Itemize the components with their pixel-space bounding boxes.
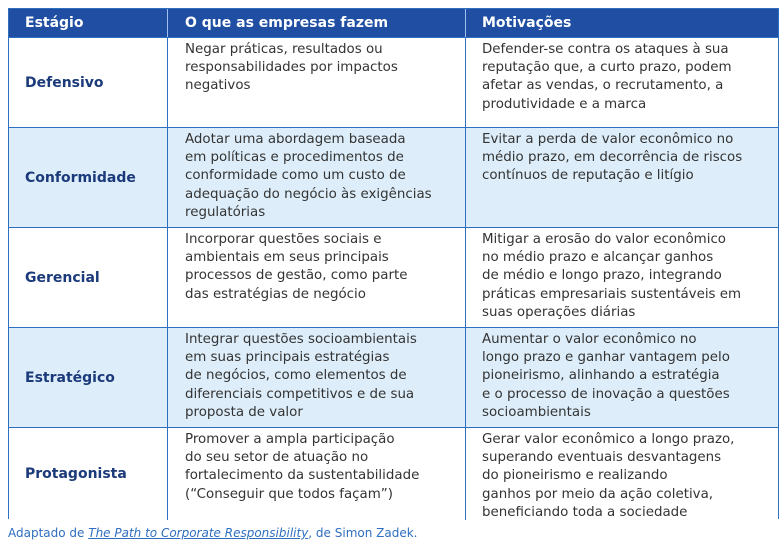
stage-label: Conformidade (25, 169, 136, 186)
stage-label: Gerencial (25, 269, 100, 286)
motivations-cell: Evitar a perda de valor econômico no médio prazo, em decorrência de riscos contínuos de reputação e litígio (482, 132, 743, 184)
motivations-cell: Aumentar o valor econômico no longo prazo e ganhar vantagem pelo pioneirismo, alinhando a estratégia e o processo de inovação a questões socioambientais (482, 332, 730, 420)
table-row (9, 327, 778, 427)
stage-label: Protagonista (25, 466, 127, 482)
table-row (9, 427, 778, 520)
table-row (9, 37, 778, 127)
actions-cell: Promover a ampla participação do seu setor de atuação no fortalecimento da sustentabilidade (“Conseguir que todos façam”) (185, 432, 420, 502)
header-motivations: Motivações (465, 9, 778, 37)
caption-source-title: The Path to Corporate Responsibility (88, 526, 309, 540)
actions-cell: Adotar uma abordagem baseada em políticas e procedimentos de conformidade como um custo de adequação do negócio às exigências regulatórias (185, 132, 432, 220)
stage-label: Defensivo (25, 74, 104, 91)
table-row (9, 227, 778, 327)
caption-suffix: , de Simon Zadek. (308, 526, 418, 540)
header-stage: Estágio (25, 15, 84, 31)
caption-prefix: Adaptado de (8, 526, 89, 540)
stage-label: Estratégico (25, 369, 115, 386)
source-caption (8, 526, 417, 540)
actions-cell: Negar práticas, resultados ou responsabilidades por impactos negativos (185, 42, 398, 94)
motivations-cell: Defender-se contra os ataques à sua reputação que, a curto prazo, podem afetar as vendas, o recrutamento, a produtividade e a marca (482, 42, 732, 112)
table-header (9, 9, 778, 37)
actions-cell: Integrar questões socioambientais em suas principais estratégias de negócios, como elementos de diferenciais competitivos e de sua proposta de valor (185, 332, 417, 420)
motivations-cell: Gerar valor econômico a longo prazo, superando eventuais desvantagens do pioneirismo e realizando ganhos por meio da ação coletiva, beneficiando toda a sociedade (482, 432, 735, 520)
header-actions: O que as empresas fazem (167, 9, 465, 37)
motivations-cell: Mitigar a erosão do valor econômico no médio prazo e alcançar ganhos de médio e longo prazo, integrando práticas empresariais sustentáveis em suas operações diárias (482, 232, 742, 320)
actions-cell: Incorporar questões sociais e ambientais em seus principais processos de gestão, como parte das estratégias de negócio (185, 232, 408, 302)
stages-table (8, 8, 779, 519)
table-row (9, 127, 778, 227)
